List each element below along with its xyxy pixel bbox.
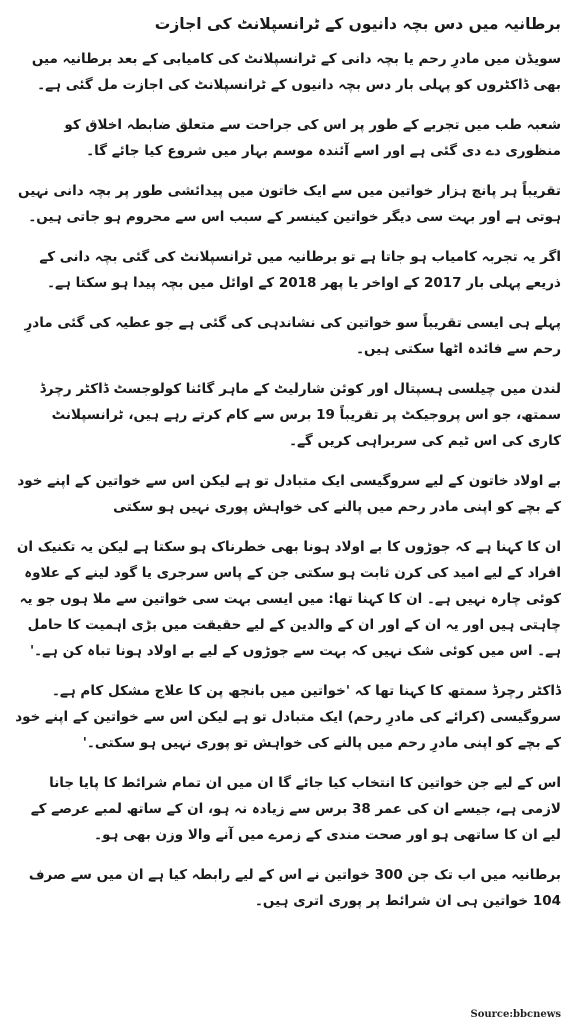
paragraph: ڈاکٹر رچرڈ سمتھ کا کہنا تھا کہ 'خواتین میں بانجھ پن کا علاج مشکل کام ہے۔ سروگیسی (کرائے کی مادرِ رحم) ایک متبادل تو ہے لیکن اس سے خواتین کے اپنے خود کے بچے کو اپنی مادرِ رحم میں پالنے کی خواہش تو پوری نہیں ہو سکتی۔' [15,683,561,751]
paragraph: اس کے لیے جن خواتین کا انتخاب کیا جائے گا ان میں ان تمام شرائط کا پایا جانا لازمی ہے، جیسے ان کی عمر 38 برس سے زیادہ نہ ہو، ان کے ساتھ لمبے عرصے کے لیے ان کا ساتھی ہو اور صحت مندی کے زمرے میں آنے والا وزن بھی ہو۔ [30,775,561,843]
paragraph: شعبہ طب میں تجربے کے طور پر اس کی جراحت سے متعلق ضابطہ اخلاق کو منظوری دے دی گئی ہے اور اسے آئندہ موسم بہار میں شروع کیا جائے گا۔ [64,117,561,159]
paragraph: ان کا کہنا ہے کہ جوڑوں کا بے اولاد ہونا بھی خطرناک ہو سکتا ہے لیکن یہ تکنیک ان افراد کے لیے امید کی کرن ثابت ہو سکتی جن کے پاس سرجری یا گود لینے کے علاوہ کوئی چارہ نہیں ہے۔ ان کا کہنا تھا: میں ایسی بہت سی خواتین سے ملا ہوں جو یہ چاہتی ہیں اور یہ ان کے اور ان کے والدین کے لیے حقیقت میں بڑی اہمیت کا حامل ہے۔ اس میں کوئی شک نہیں کہ بہت سے جوڑوں کے لیے بے اولاد ہونا تباہ کن ہے۔' [16,539,561,659]
paragraph: بے اولاد خاتون کے لیے سروگیسی ایک متبادل تو ہے لیکن اس سے خواتین کے اپنے خود کے بچے کو اپنی مادر رحم میں پالنے کی خواہش پوری نہیں ہو سکتی [17,473,561,515]
article-title: برطانیہ میں دس بچہ دانیوں کے ٹرانسپلانٹ کی اجازت [154,15,561,33]
paragraph: تقریباً ہر پانچ ہزار خواتین میں سے ایک خاتون میں پیدائشی طور پر بچہ دانی نہیں ہوتی ہے اور بہت سی دیگر خواتین کینسر کے سبب اس سے محروم ہو جاتی ہیں۔ [18,183,561,225]
source-credit: Source:bbcnews [470,1009,561,1020]
article-body [14,12,561,914]
paragraph: برطانیہ میں اب تک جن 300 خواتین نے اس کے لیے رابطہ کیا ہے ان میں سے صرف 104 خواتین ہی ان شرائط پر پوری اتری ہیں۔ [28,867,561,909]
paragraph: اگر یہ تجربہ کامیاب ہو جاتا ہے تو برطانیہ میں ٹرانسپلانٹ کی گئی بچہ دانی کے ذریعے پہلی بار 2017 کے اواخر یا پھر 2018 کے اوائل میں بچہ پیدا ہو سکتا ہے۔ [39,249,561,291]
paragraph: لندن میں چیلسی ہسپتال اور کوئن شارلیٹ کے ماہر گائنا کولوجسٹ ڈاکٹر رچرڈ سمتھ، جو اس پروجیکٹ پر تقریباً 19 برس سے کام کرتے رہے ہیں، ٹرانسپلانٹ کاری کی اس ٹیم کی سربراہی کریں گے۔ [39,381,561,449]
paragraph: سویڈن میں مادرِ رحم یا بچہ دانی کے ٹرانسپلانٹ کی کامیابی کے بعد برطانیہ میں بھی ڈاکٹروں کو پہلی بار دس بچہ دانیوں کے ٹرانسپلانٹ کی اجازت مل گئی ہے۔ [31,51,561,93]
paragraph: پہلے ہی ایسی تقریباً سو خواتین کی نشاندہی کی گئی ہے جو عطیہ کی گئی مادرِ رحم سے فائدہ اٹھا سکتی ہیں۔ [24,315,561,357]
